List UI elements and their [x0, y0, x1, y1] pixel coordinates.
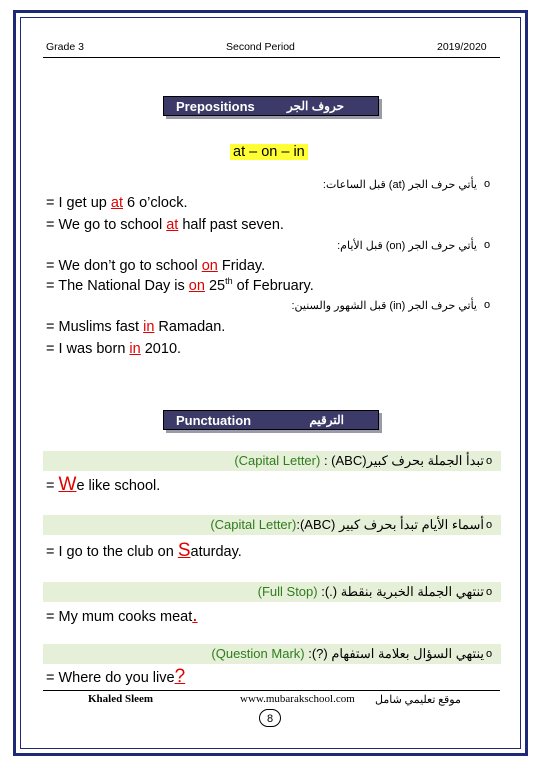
header-period: Second Period [226, 41, 295, 53]
bullet-icon: o [484, 299, 491, 311]
example-capital-1: = We like school. [46, 474, 161, 495]
header-rule [43, 57, 500, 58]
example-at-1: = I get up at 6 o’clock. [46, 195, 188, 211]
example-at-2: = We go to school at half past seven. [46, 217, 284, 233]
rule-on: يأتي حرف الجر (on) قبل الأيام: [337, 240, 477, 252]
rule-question-mark: ينتهي السؤال بعلامة استفهام (?): (Question Mark) [211, 646, 484, 661]
bullet-icon: o [486, 648, 493, 660]
rule-full-stop: تنتهي الجملة الخبرية بنقطة (.): (Full Stop) [257, 584, 484, 599]
header-grade: Grade 3 [46, 41, 84, 53]
example-on-1: = We don’t go to school on Friday. [46, 258, 266, 274]
bullet-icon: o [484, 178, 491, 190]
bullet-icon: o [486, 519, 493, 531]
footer-site-ar: موقع تعليمي شامل [375, 694, 461, 706]
bullet-icon: o [486, 455, 493, 467]
example-capital-2: = I go to the club on Saturday. [46, 540, 242, 561]
rule-capital-1: تبدأ الجملة بحرف كبير(ABC) : (Capital Letter) [234, 453, 484, 468]
punctuation-title-en: Punctuation [176, 413, 252, 428]
page-number: 8 [259, 709, 281, 727]
prepositions-title-en: Prepositions [176, 99, 255, 114]
punctuation-title [163, 410, 379, 430]
punctuation-title-ar: الترقيم [309, 413, 344, 427]
example-in-2: = I was born in 2010. [46, 341, 182, 357]
footer-author: Khaled Sleem [88, 693, 154, 705]
footer-rule [43, 690, 500, 691]
page-border-inner [20, 17, 521, 749]
rule-at: يأتي حرف الجر (at) قبل الساعات: [322, 179, 477, 191]
prepositions-title-ar: حروف الجر [287, 99, 344, 113]
example-question-mark: = Where do you live? [46, 666, 186, 687]
example-on-2: = The National Day is on 25th of February. [46, 276, 314, 294]
prepositions-highlight: at – on – in [230, 144, 308, 160]
header-year: 2019/2020 [437, 41, 487, 53]
footer-site[interactable]: www.mubarakschool.com [240, 693, 355, 705]
prepositions-title [163, 96, 379, 116]
rule-in: يأتي حرف الجر (in) قبل الشهور والسنين: [291, 300, 477, 312]
example-in-1: = Muslims fast in Ramadan. [46, 319, 226, 335]
rule-capital-2: أسماء الأيام تبدأ بحرف كبير (ABC):(Capital Letter) [210, 517, 484, 532]
example-full-stop: = My mum cooks meat. [46, 605, 198, 626]
bullet-icon: o [484, 239, 491, 251]
bullet-icon: o [486, 586, 493, 598]
